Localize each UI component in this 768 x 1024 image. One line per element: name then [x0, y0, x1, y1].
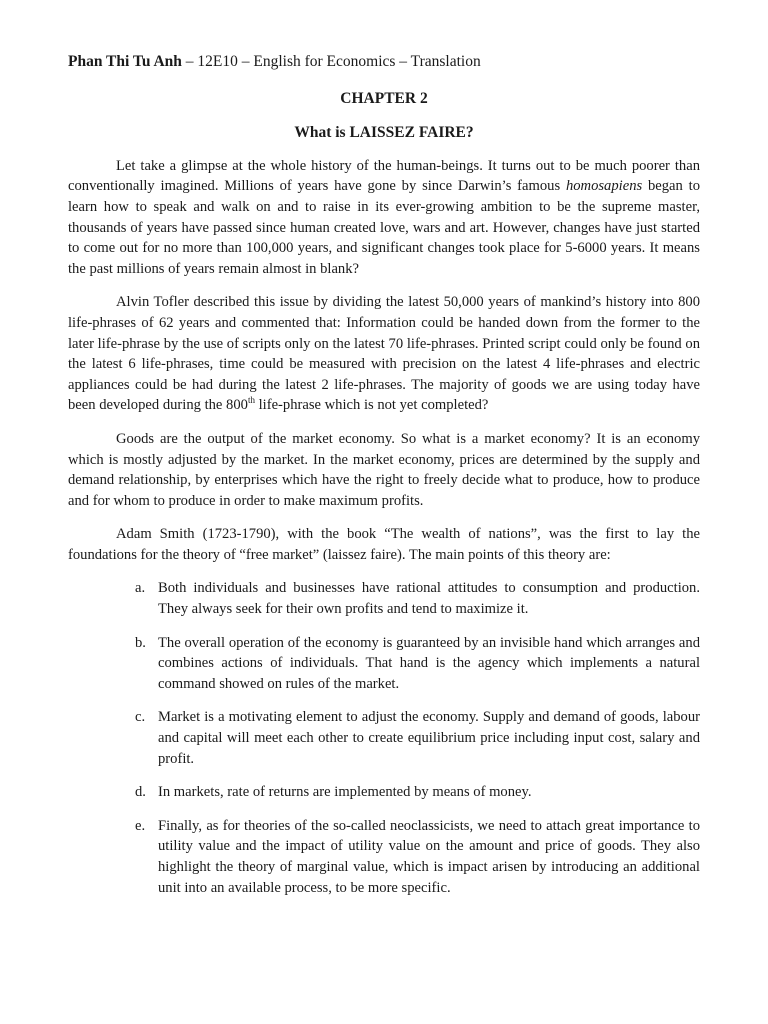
list-item-text: Market is a motivating element to adjust the economy. Supply and demand of goods, labour and capital will meet each other to create equilibrium price including input cost, salary and profit.: [158, 709, 700, 767]
paragraph-2-text-a: Alvin Tofler described this issue by dividing the latest 50,000 years of mankind’s history into 800 life-phrases of 62 years and commented that: Information could be handed down from the former to the later life-phrase by the use of scripts only on the latest 70 life-phrases. Printed script could only be found on the latest 6 life-phrases, time could be measured with precision on the latest 4 life-phrases and electric appliances could be had during the latest 2 life-phrases. The majority of goods we are using today have been developed during the 800: [68, 294, 700, 414]
list-item: [68, 782, 700, 803]
paragraph-2-superscript: th: [247, 395, 255, 406]
paragraph-1-text-b: began to learn how to speak and walk on and to raise in its ever-growing ambition to be the supreme master, thousands of years have passed since human created love, wars and art. However, changes have just started to come out for no more than 100,000 years, and significant changes took place for 5-6000 years. It means the past millions of years remain almost in blank?: [68, 178, 700, 277]
paragraph-1-italic-term: homosapiens: [565, 178, 643, 195]
paragraph-1: [68, 156, 700, 280]
list-item-text: In markets, rate of returns are implemented by means of money.: [158, 784, 532, 801]
header-course-info: – 12E10 – English for Economics – Translation: [181, 53, 481, 70]
paragraph-3: Goods are the output of the market economy. So what is a market economy? It is an economy which is mostly adjusted by the market. In the market economy, prices are determined by the supply and demand relationship, by enterprises which have the right to freely decide what to produce, how to produce and for whom to produce in order to make maximum profits.: [68, 430, 700, 509]
list-item: [68, 633, 700, 695]
paragraph-1-text-a: Let take a glimpse at the whole history of the human-beings. It turns out to be much poorer than conventionally imagined. Millions of years have gone by since Darwin’s famous: [68, 157, 700, 195]
list-item-marker: b.: [135, 634, 146, 651]
list-item-text: Both individuals and businesses have rational attitudes to consumption and production. They always seek for their own profits and tend to maximize it.: [158, 580, 700, 618]
section-title: What is LAISSEZ FAIRE?: [294, 124, 474, 142]
paragraph-2: [68, 292, 700, 416]
list-item-marker: e.: [135, 817, 146, 834]
list-item-marker: c.: [135, 709, 146, 726]
list-item-text: The overall operation of the economy is guaranteed by an invisible hand which arranges and combines actions of individuals. That hand is the agency which implements a natural command showed on rules of the market.: [158, 634, 700, 692]
theory-points-list: [68, 578, 700, 898]
author-name: Phan Thi Tu Anh: [68, 53, 182, 70]
list-item: [68, 816, 700, 898]
document-page: [68, 52, 700, 911]
list-item-text: Finally, as for theories of the so-called neoclassicists, we need to attach great importance to utility value and the impact of utility value on the amount and price of goods. They also highlight the theory of marginal value, which is impact arisen by introducing an additional unit into an available process, to be more specific.: [158, 817, 700, 896]
document-header: [68, 52, 700, 73]
list-item-marker: d.: [135, 784, 146, 801]
paragraph-2-text-b: life-phrase which is not yet completed?: [254, 397, 489, 414]
list-item: [68, 578, 700, 619]
list-item-marker: a.: [135, 580, 146, 597]
chapter-heading: CHAPTER 2: [340, 89, 428, 107]
list-item: [68, 707, 700, 769]
paragraph-4: Adam Smith (1723-1790), with the book “The wealth of nations”, was the first to lay the foundations for the theory of “free market” (laissez faire). The main points of this theory are:: [68, 526, 700, 563]
